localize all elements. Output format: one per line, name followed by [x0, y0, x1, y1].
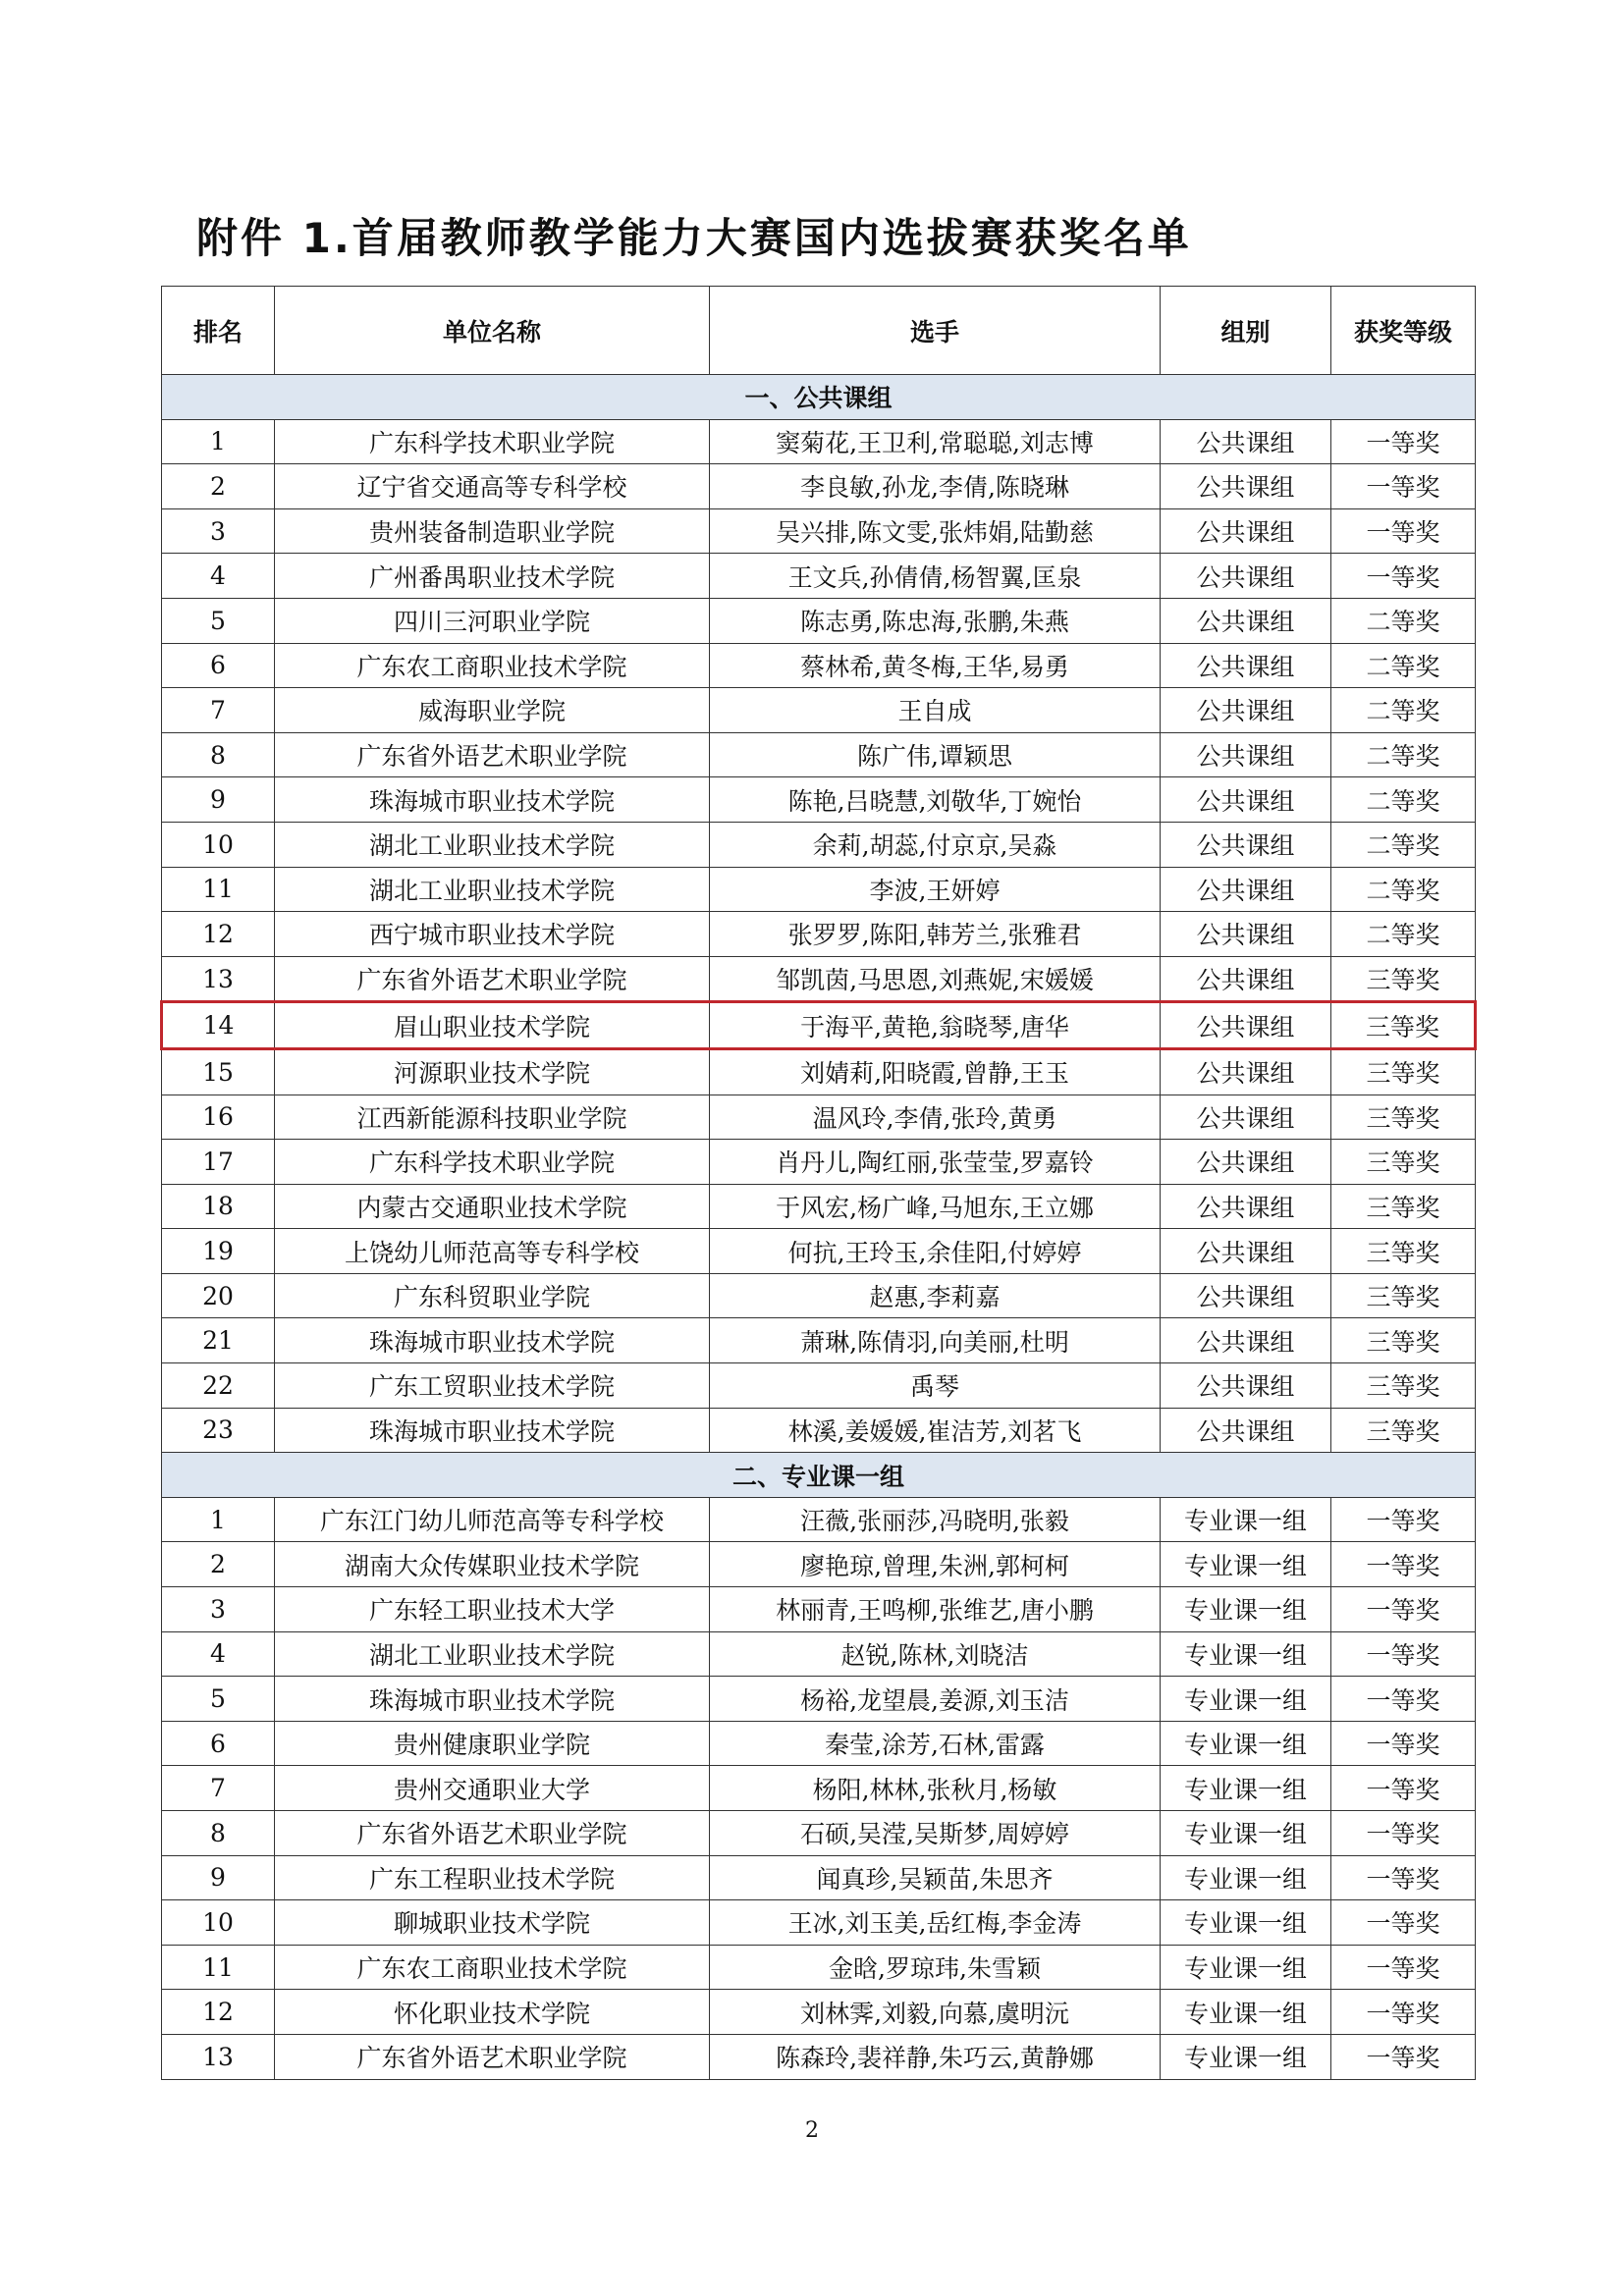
cell-award: 三等奖: [1331, 1095, 1476, 1140]
cell-rank: 12: [162, 912, 275, 957]
cell-award: 三等奖: [1331, 956, 1476, 1002]
cell-award: 三等奖: [1331, 1408, 1476, 1453]
cell-rank: 11: [162, 867, 275, 912]
table-row: [162, 643, 1476, 688]
cell-players: 金晗,罗琼玮,朱雪颖: [710, 1945, 1161, 1990]
table-row: [162, 1855, 1476, 1900]
cell-group: 专业课一组: [1161, 1721, 1331, 1766]
table-row: [162, 1048, 1476, 1095]
header-group: 组别: [1161, 287, 1331, 375]
page-title: 附件 1.首届教师教学能力大赛国内选拔赛获奖名单: [196, 214, 1192, 262]
table-row: [162, 464, 1476, 509]
cell-rank: 8: [162, 1811, 275, 1856]
table-body: [162, 375, 1476, 2080]
cell-group: 公共课组: [1161, 1408, 1331, 1453]
cell-group: 公共课组: [1161, 643, 1331, 688]
cell-award: 二等奖: [1331, 822, 1476, 867]
cell-group: 公共课组: [1161, 867, 1331, 912]
cell-award: 一等奖: [1331, 1587, 1476, 1632]
cell-unit: 辽宁省交通高等专科学校: [275, 464, 710, 509]
cell-rank: 3: [162, 1587, 275, 1632]
cell-award: 一等奖: [1331, 1900, 1476, 1946]
cell-players: 赵锐,陈林,刘晓洁: [710, 1631, 1161, 1677]
cell-group: 公共课组: [1161, 777, 1331, 823]
cell-rank: 10: [162, 822, 275, 867]
table-row: [162, 1945, 1476, 1990]
cell-rank: 9: [162, 777, 275, 823]
cell-award: 三等奖: [1331, 1318, 1476, 1363]
cell-players: 杨裕,龙望晨,姜源,刘玉洁: [710, 1677, 1161, 1722]
header-row: [162, 287, 1476, 375]
table-row: [162, 1363, 1476, 1409]
table-row: [162, 2034, 1476, 2079]
cell-players: 陈广伟,谭颖思: [710, 732, 1161, 777]
cell-unit: 广东工程职业技术学院: [275, 1855, 710, 1900]
cell-players: 李波,王妍婷: [710, 867, 1161, 912]
cell-players: 肖丹儿,陶红丽,张莹莹,罗嘉铃: [710, 1140, 1161, 1185]
cell-unit: 广东省外语艺术职业学院: [275, 956, 710, 1002]
cell-group: 专业课一组: [1161, 1990, 1331, 2035]
cell-award: 一等奖: [1331, 1766, 1476, 1811]
cell-award: 二等奖: [1331, 777, 1476, 823]
cell-rank: 13: [162, 2034, 275, 2079]
cell-group: 公共课组: [1161, 1318, 1331, 1363]
cell-group: 公共课组: [1161, 1140, 1331, 1185]
cell-rank: 19: [162, 1229, 275, 1274]
cell-rank: 23: [162, 1408, 275, 1453]
cell-unit: 湖北工业职业技术学院: [275, 1631, 710, 1677]
cell-players: 邹凯茵,马思恩,刘燕妮,宋媛媛: [710, 956, 1161, 1002]
cell-rank: 16: [162, 1095, 275, 1140]
cell-award: 二等奖: [1331, 598, 1476, 643]
cell-unit: 广东科学技术职业学院: [275, 419, 710, 464]
cell-group: 专业课一组: [1161, 1811, 1331, 1856]
cell-group: 专业课一组: [1161, 1677, 1331, 1722]
cell-players: 刘林霁,刘毅,向慕,虞明沅: [710, 1990, 1161, 2035]
cell-award: 二等奖: [1331, 867, 1476, 912]
cell-group: 公共课组: [1161, 1363, 1331, 1409]
cell-players: 禹琴: [710, 1363, 1161, 1409]
table-row-highlighted: [162, 1002, 1476, 1049]
cell-group: 公共课组: [1161, 464, 1331, 509]
cell-players: 窦菊花,王卫利,常聪聪,刘志博: [710, 419, 1161, 464]
cell-award: 三等奖: [1331, 1363, 1476, 1409]
cell-rank: 13: [162, 956, 275, 1002]
table-row: [162, 1631, 1476, 1677]
cell-players: 林溪,姜媛媛,崔洁芳,刘茗飞: [710, 1408, 1161, 1453]
cell-rank: 10: [162, 1900, 275, 1946]
cell-unit: 西宁城市职业技术学院: [275, 912, 710, 957]
cell-unit: 广东省外语艺术职业学院: [275, 732, 710, 777]
cell-group: 专业课一组: [1161, 1766, 1331, 1811]
cell-unit: 广东省外语艺术职业学院: [275, 2034, 710, 2079]
cell-group: 公共课组: [1161, 1095, 1331, 1140]
cell-award: 三等奖: [1331, 1273, 1476, 1318]
cell-rank: 7: [162, 688, 275, 733]
cell-group: 专业课一组: [1161, 1587, 1331, 1632]
cell-group: 公共课组: [1161, 1273, 1331, 1318]
cell-award: 一等奖: [1331, 554, 1476, 599]
cell-unit: 珠海城市职业技术学院: [275, 1408, 710, 1453]
cell-players: 温风玲,李倩,张玲,黄勇: [710, 1095, 1161, 1140]
cell-rank: 17: [162, 1140, 275, 1185]
cell-award: 三等奖: [1331, 1002, 1476, 1049]
cell-rank: 12: [162, 1990, 275, 2035]
cell-rank: 1: [162, 419, 275, 464]
cell-award: 一等奖: [1331, 1945, 1476, 1990]
section-header-row: [162, 375, 1476, 420]
cell-players: 石硕,吴滢,吴斯梦,周婷婷: [710, 1811, 1161, 1856]
cell-unit: 广东科学技术职业学院: [275, 1140, 710, 1185]
table-row: [162, 1542, 1476, 1587]
cell-rank: 7: [162, 1766, 275, 1811]
cell-rank: 4: [162, 554, 275, 599]
cell-unit: 怀化职业技术学院: [275, 1990, 710, 2035]
cell-players: 刘婧莉,阳晓霞,曾静,王玉: [710, 1048, 1161, 1095]
cell-unit: 上饶幼儿师范高等专科学校: [275, 1229, 710, 1274]
section-heading: 一、公共课组: [162, 375, 1476, 420]
cell-award: 二等奖: [1331, 643, 1476, 688]
cell-rank: 6: [162, 1721, 275, 1766]
cell-group: 公共课组: [1161, 1229, 1331, 1274]
cell-players: 杨阳,林林,张秋月,杨敏: [710, 1766, 1161, 1811]
cell-group: 专业课一组: [1161, 1855, 1331, 1900]
cell-group: 公共课组: [1161, 1048, 1331, 1095]
cell-rank: 3: [162, 508, 275, 554]
cell-rank: 22: [162, 1363, 275, 1409]
table-row: [162, 1095, 1476, 1140]
cell-unit: 珠海城市职业技术学院: [275, 1677, 710, 1722]
cell-unit: 内蒙古交通职业技术学院: [275, 1184, 710, 1229]
cell-players: 蔡林希,黄冬梅,王华,易勇: [710, 643, 1161, 688]
cell-players: 王文兵,孙倩倩,杨智翼,匡泉: [710, 554, 1161, 599]
cell-award: 一等奖: [1331, 1542, 1476, 1587]
cell-players: 何抗,王玲玉,余佳阳,付婷婷: [710, 1229, 1161, 1274]
cell-unit: 贵州交通职业大学: [275, 1766, 710, 1811]
cell-group: 专业课一组: [1161, 1900, 1331, 1946]
cell-unit: 广东工贸职业技术学院: [275, 1363, 710, 1409]
table-row: [162, 777, 1476, 823]
cell-group: 公共课组: [1161, 822, 1331, 867]
cell-unit: 广东江门幼儿师范高等专科学校: [275, 1497, 710, 1542]
cell-award: 一等奖: [1331, 1631, 1476, 1677]
cell-players: 余莉,胡蕊,付京京,吴淼: [710, 822, 1161, 867]
cell-award: 三等奖: [1331, 1048, 1476, 1095]
cell-players: 王自成: [710, 688, 1161, 733]
table-row: [162, 912, 1476, 957]
cell-rank: 8: [162, 732, 275, 777]
cell-group: 公共课组: [1161, 419, 1331, 464]
cell-group: 公共课组: [1161, 554, 1331, 599]
cell-unit: 广东农工商职业技术学院: [275, 643, 710, 688]
cell-unit: 贵州装备制造职业学院: [275, 508, 710, 554]
cell-unit: 威海职业学院: [275, 688, 710, 733]
table-row: [162, 1766, 1476, 1811]
cell-group: 公共课组: [1161, 912, 1331, 957]
cell-group: 专业课一组: [1161, 1542, 1331, 1587]
cell-award: 二等奖: [1331, 912, 1476, 957]
header-rank: 排名: [162, 287, 275, 375]
cell-players: 廖艳琼,曾理,朱洲,郭柯柯: [710, 1542, 1161, 1587]
table-row: [162, 1677, 1476, 1722]
table-row: [162, 1497, 1476, 1542]
cell-rank: 11: [162, 1945, 275, 1990]
cell-award: 一等奖: [1331, 419, 1476, 464]
cell-rank: 2: [162, 1542, 275, 1587]
cell-unit: 湖北工业职业技术学院: [275, 867, 710, 912]
cell-group: 公共课组: [1161, 598, 1331, 643]
cell-rank: 6: [162, 643, 275, 688]
cell-unit: 广东农工商职业技术学院: [275, 1945, 710, 1990]
cell-rank: 21: [162, 1318, 275, 1363]
cell-unit: 江西新能源科技职业学院: [275, 1095, 710, 1140]
cell-players: 秦莹,涂芳,石林,雷露: [710, 1721, 1161, 1766]
cell-rank: 15: [162, 1048, 275, 1095]
cell-award: 一等奖: [1331, 1721, 1476, 1766]
cell-rank: 20: [162, 1273, 275, 1318]
cell-players: 李良敏,孙龙,李倩,陈晓琳: [710, 464, 1161, 509]
cell-unit: 珠海城市职业技术学院: [275, 777, 710, 823]
table-row: [162, 554, 1476, 599]
cell-group: 公共课组: [1161, 1002, 1331, 1049]
table-row: [162, 732, 1476, 777]
cell-players: 闻真珍,吴颖苗,朱思齐: [710, 1855, 1161, 1900]
cell-unit: 眉山职业技术学院: [275, 1002, 710, 1049]
cell-unit: 广东轻工职业技术大学: [275, 1587, 710, 1632]
cell-group: 专业课一组: [1161, 1631, 1331, 1677]
cell-group: 公共课组: [1161, 732, 1331, 777]
header-unit: 单位名称: [275, 287, 710, 375]
cell-players: 于海平,黄艳,翁晓琴,唐华: [710, 1002, 1161, 1049]
cell-group: 公共课组: [1161, 508, 1331, 554]
table-row: [162, 1408, 1476, 1453]
cell-players: 吴兴排,陈文雯,张炜娟,陆勤慈: [710, 508, 1161, 554]
table-row: [162, 508, 1476, 554]
cell-award: 三等奖: [1331, 1229, 1476, 1274]
cell-players: 陈志勇,陈忠海,张鹏,朱燕: [710, 598, 1161, 643]
table-row: [162, 1721, 1476, 1766]
cell-unit: 湖南大众传媒职业技术学院: [275, 1542, 710, 1587]
cell-award: 一等奖: [1331, 1497, 1476, 1542]
cell-rank: 4: [162, 1631, 275, 1677]
table-row: [162, 1140, 1476, 1185]
cell-rank: 5: [162, 1677, 275, 1722]
cell-award: 三等奖: [1331, 1140, 1476, 1185]
cell-rank: 1: [162, 1497, 275, 1542]
cell-players: 萧琳,陈倩羽,向美丽,杜明: [710, 1318, 1161, 1363]
page-number: 2: [805, 2118, 819, 2143]
cell-players: 赵惠,李莉嘉: [710, 1273, 1161, 1318]
cell-award: 一等奖: [1331, 2034, 1476, 2079]
cell-group: 专业课一组: [1161, 2034, 1331, 2079]
table-row: [162, 867, 1476, 912]
cell-players: 张罗罗,陈阳,韩芳兰,张雅君: [710, 912, 1161, 957]
cell-award: 一等奖: [1331, 1677, 1476, 1722]
cell-unit: 湖北工业职业技术学院: [275, 822, 710, 867]
cell-players: 王冰,刘玉美,岳红梅,李金涛: [710, 1900, 1161, 1946]
cell-award: 一等奖: [1331, 1990, 1476, 2035]
table-row: [162, 1900, 1476, 1946]
cell-award: 一等奖: [1331, 508, 1476, 554]
cell-unit: 广州番禺职业技术学院: [275, 554, 710, 599]
cell-unit: 聊城职业技术学院: [275, 1900, 710, 1946]
table-row: [162, 688, 1476, 733]
cell-group: 专业课一组: [1161, 1497, 1331, 1542]
cell-players: 陈艳,吕晓慧,刘敬华,丁婉怡: [710, 777, 1161, 823]
table-row: [162, 1184, 1476, 1229]
table-row: [162, 1990, 1476, 2035]
awards-table: [160, 286, 1477, 2080]
cell-players: 于风宏,杨广峰,马旭东,王立娜: [710, 1184, 1161, 1229]
cell-award: 二等奖: [1331, 732, 1476, 777]
cell-award: 二等奖: [1331, 688, 1476, 733]
table-row: [162, 1273, 1476, 1318]
cell-rank: 9: [162, 1855, 275, 1900]
cell-rank: 5: [162, 598, 275, 643]
table-row: [162, 1229, 1476, 1274]
section-heading: 二、专业课一组: [162, 1453, 1476, 1498]
header-players: 选手: [710, 287, 1161, 375]
cell-unit: 珠海城市职业技术学院: [275, 1318, 710, 1363]
table-row: [162, 419, 1476, 464]
table-row: [162, 1811, 1476, 1856]
table-row: [162, 1587, 1476, 1632]
cell-players: 陈森玲,裴祥静,朱巧云,黄静娜: [710, 2034, 1161, 2079]
cell-unit: 广东省外语艺术职业学院: [275, 1811, 710, 1856]
section-header-row: [162, 1453, 1476, 1498]
cell-players: 汪薇,张丽莎,冯晓明,张毅: [710, 1497, 1161, 1542]
table-row: [162, 598, 1476, 643]
cell-unit: 广东科贸职业学院: [275, 1273, 710, 1318]
cell-group: 专业课一组: [1161, 1945, 1331, 1990]
cell-award: 一等奖: [1331, 1811, 1476, 1856]
table-row: [162, 956, 1476, 1002]
cell-unit: 贵州健康职业学院: [275, 1721, 710, 1766]
header-award: 获奖等级: [1331, 287, 1476, 375]
cell-group: 公共课组: [1161, 956, 1331, 1002]
table-row: [162, 822, 1476, 867]
cell-award: 一等奖: [1331, 1855, 1476, 1900]
cell-award: 一等奖: [1331, 464, 1476, 509]
cell-award: 三等奖: [1331, 1184, 1476, 1229]
cell-rank: 18: [162, 1184, 275, 1229]
cell-unit: 河源职业技术学院: [275, 1048, 710, 1095]
cell-players: 林丽青,王鸣柳,张维艺,唐小鹏: [710, 1587, 1161, 1632]
cell-rank: 2: [162, 464, 275, 509]
cell-group: 公共课组: [1161, 688, 1331, 733]
table-row: [162, 1318, 1476, 1363]
cell-unit: 四川三河职业学院: [275, 598, 710, 643]
cell-rank: 14: [162, 1002, 275, 1049]
cell-group: 公共课组: [1161, 1184, 1331, 1229]
